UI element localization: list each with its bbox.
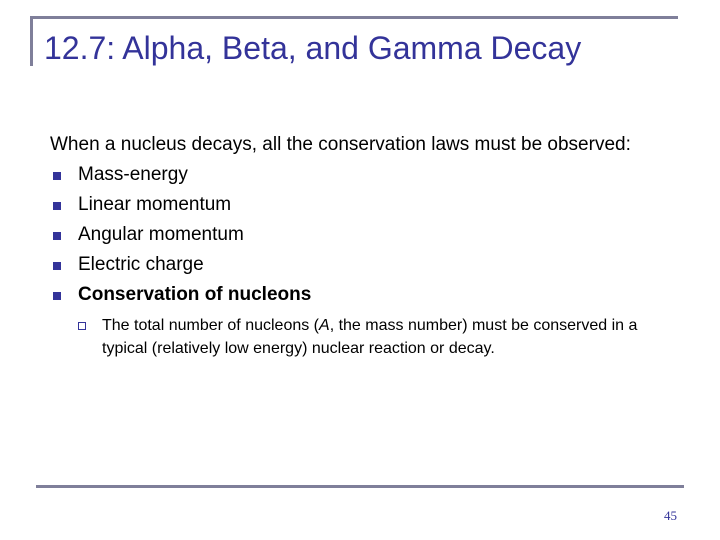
intro-text: When a nucleus decays, all the conservation laws must be observed: [50, 134, 631, 155]
bullet-label: Mass-energy [78, 164, 188, 185]
sub-bullet-text-before: The total number of nucleons ( [102, 317, 320, 334]
slide-title: 12.7: Alpha, Beta, and Gamma Decay [44, 30, 582, 66]
page-number: 45 [664, 508, 677, 523]
hollow-square-bullet-icon [78, 322, 86, 330]
filled-square-bullet-icon [53, 232, 61, 240]
filled-square-bullet-icon [53, 262, 61, 270]
bullet-label: Angular momentum [78, 224, 244, 245]
bullet-label: Electric charge [78, 254, 204, 275]
bullet-mass-energy [50, 160, 650, 190]
bullet-label: Linear momentum [78, 194, 232, 215]
bullet-linear-momentum [50, 190, 650, 220]
filled-square-bullet-icon [53, 172, 61, 180]
slide-body [50, 130, 650, 360]
title-frame-top-rule [30, 16, 678, 19]
footer-rule [36, 485, 684, 488]
conservation-law-list [50, 160, 650, 310]
filled-square-bullet-icon [53, 202, 61, 210]
nucleon-sub-list [50, 314, 650, 360]
bullet-label: Conservation of nucleons [78, 284, 312, 305]
bullet-conservation-of-nucleons [50, 280, 650, 310]
mass-number-symbol: A [319, 317, 330, 334]
title-frame-left-rule [30, 16, 33, 66]
bullet-angular-momentum [50, 220, 650, 250]
bullet-electric-charge [50, 250, 650, 280]
filled-square-bullet-icon [53, 292, 61, 300]
sub-bullet-nucleon-conservation [50, 314, 662, 360]
sub-bullet-text-after: , the mass number) must be conserved in a typical (relatively low energy) nuclear reaction or decay. [102, 317, 638, 357]
